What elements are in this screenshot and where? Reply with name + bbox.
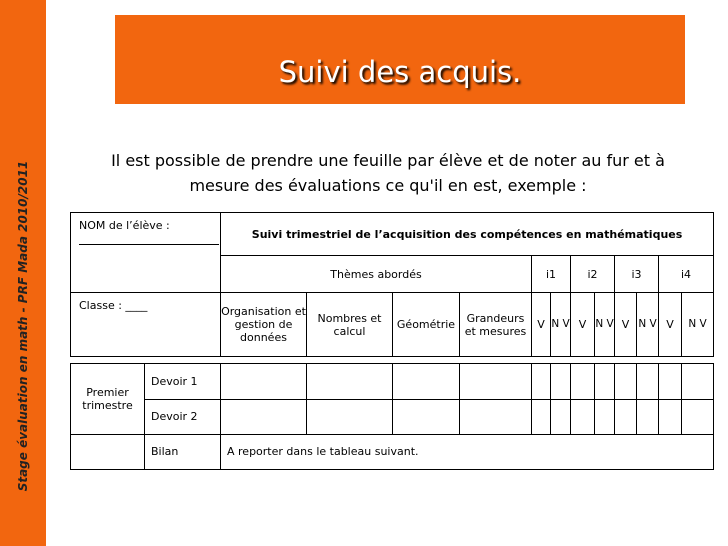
i2-v: V [571,292,595,357]
tracking-sheet [70,212,713,470]
table-row [71,364,714,399]
sidebar [0,0,46,546]
cell [551,399,571,434]
theme-grandeurs: Grandeurs et mesures [460,292,532,357]
intro-text: Il est possible de prendre une feuille par élève et de noter au fur et à mesure des évaluations ce qu'il en est, exemple : [111,151,665,195]
cell [393,399,460,434]
term-label: Premier trimestre [71,364,145,434]
class-cell [71,292,221,357]
table-title-row [71,213,714,256]
themes-row [71,292,714,357]
themes-label: Thèmes abordés [221,256,532,292]
row-label-devoir-2: Devoir 2 [145,399,221,434]
spacer-cell [71,357,714,364]
table-row [71,434,714,469]
bilan-note: A reporter dans le tableau suivant. [221,434,714,469]
student-name-line [79,242,219,245]
student-name-label: NOM de l’élève : [79,219,170,232]
cell [682,364,714,399]
cell [551,364,571,399]
i3-v: V [615,292,637,357]
cell [595,399,615,434]
cell [307,364,393,399]
theme-organisation: Organisation et gestion de données [221,292,307,357]
cell [615,399,637,434]
tracking-table [70,212,714,470]
cell [221,399,307,434]
term-spacer-cell [71,434,145,469]
cell [532,399,551,434]
row-label-bilan: Bilan [145,434,221,469]
theme-nombres: Nombres et calcul [307,292,393,357]
indicator-i4: i4 [659,256,714,292]
i4-nv: N V [682,292,714,357]
title-banner [115,15,685,104]
table-row [71,399,714,434]
indicator-i2: i2 [571,256,615,292]
cell [393,364,460,399]
page-title: Suivi des acquis. [278,55,522,89]
cell [460,364,532,399]
cell [532,364,551,399]
indicator-i3: i3 [615,256,659,292]
indicator-i1: i1 [532,256,571,292]
cell [460,399,532,434]
sidebar-label: Stage évaluation en math - PRF Mada 2010/2011 [16,160,30,492]
cell [221,364,307,399]
cell [615,364,637,399]
cell [682,399,714,434]
student-name-cell [71,213,221,293]
i2-nv: N V [595,292,615,357]
cell [571,399,595,434]
cell [595,364,615,399]
row-label-devoir-1: Devoir 1 [145,364,221,399]
i3-nv: N V [637,292,659,357]
cell [571,364,595,399]
i4-v: V [659,292,682,357]
cell [659,399,682,434]
table-title: Suivi trimestriel de l’acquisition des compétences en mathématiques [221,213,714,256]
cell [637,364,659,399]
class-label: Classe : ____ [79,298,148,312]
cell [659,364,682,399]
theme-geometrie: Géométrie [393,292,460,357]
spacer-row [71,357,714,364]
i1-nv: N V [551,292,571,357]
i1-v: V [532,292,551,357]
cell [307,399,393,434]
cell [637,399,659,434]
